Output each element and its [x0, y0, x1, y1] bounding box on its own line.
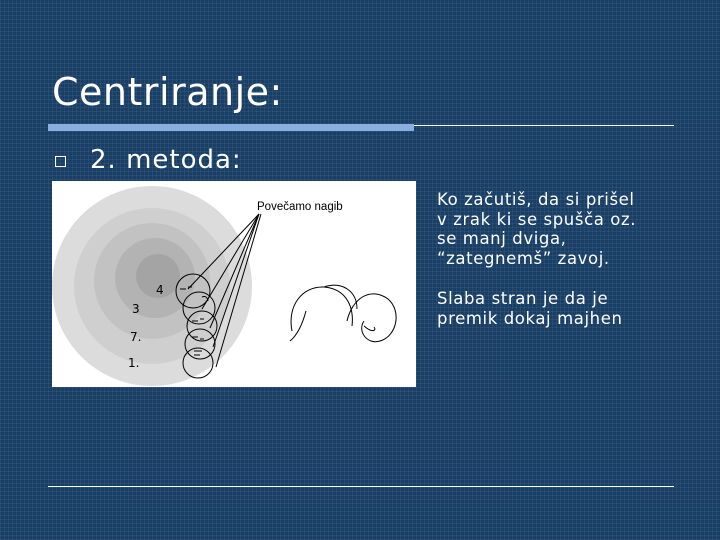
title-divider-thick — [48, 124, 414, 131]
paragraph: Ko začutiš, da si prišel v zrak ki se spušča oz. se manj dviga, “zategnemš” zavoj. — [437, 190, 637, 268]
figure-label: Povečamo nagib — [257, 201, 343, 213]
bullet-text: 2. metoda: — [90, 145, 242, 175]
handwritten-number: 4 — [156, 283, 164, 297]
handwritten-number: 7. — [130, 330, 142, 344]
title-divider-thin — [414, 125, 674, 126]
footer-divider — [48, 486, 674, 487]
thermal-diagram — [52, 181, 416, 387]
bullet-square-icon — [55, 156, 66, 167]
paragraph: Slaba stran je da je premik dokaj majhen — [437, 289, 623, 328]
body-text — [437, 190, 687, 349]
spiral-path — [290, 285, 396, 341]
handwritten-number: 1. — [128, 356, 140, 370]
slide-title: Centriranje: — [52, 70, 283, 114]
handwritten-number: 3 — [132, 302, 140, 316]
